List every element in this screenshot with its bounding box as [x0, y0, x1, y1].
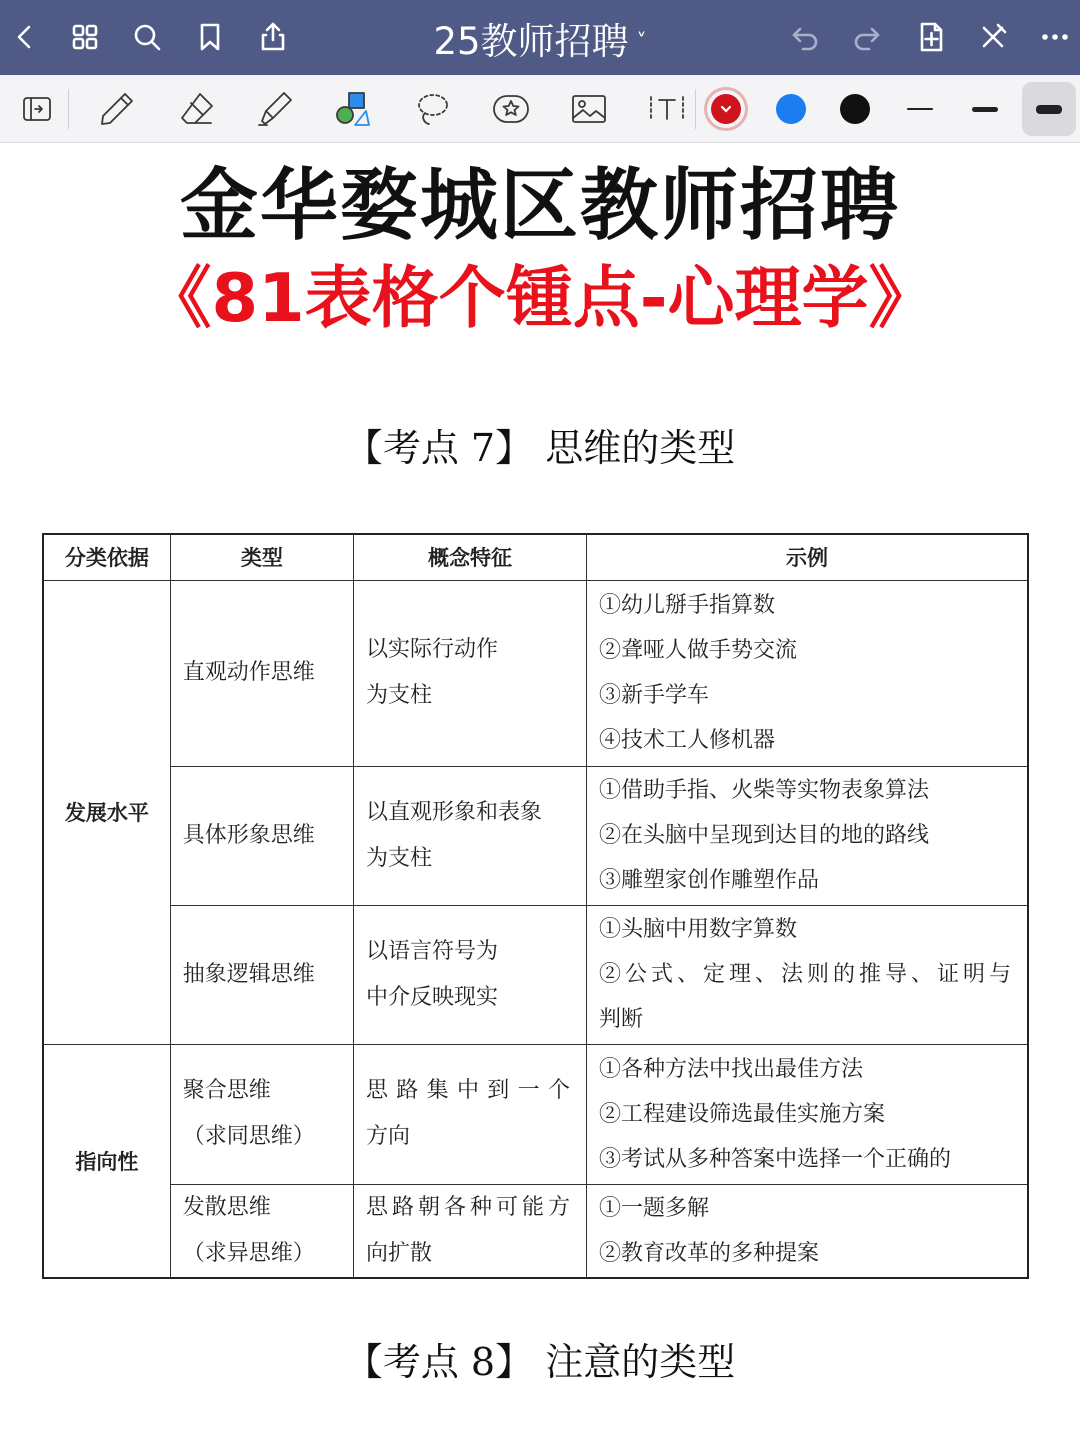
section-heading-7 [0, 424, 1080, 472]
header-basis: 分类依据 [43, 534, 170, 580]
text-tool[interactable] [640, 82, 694, 136]
more-icon [1038, 20, 1072, 54]
type-text: （求同思维） [182, 1124, 315, 1149]
bracket-open: 【 [344, 426, 383, 470]
stroke-width-medium[interactable] [958, 82, 1012, 136]
example-item: 判断 [598, 1007, 643, 1032]
page-subtitle: 《81表格个锺点-心理学》 [144, 259, 936, 337]
add-page-icon [914, 20, 948, 54]
feature-cell [353, 1184, 586, 1278]
text-box-icon [645, 87, 689, 131]
feature-text: 以直观形象和表象 [365, 799, 542, 825]
type-text: 发散思维 [182, 1194, 271, 1220]
eraser-tool[interactable] [170, 82, 224, 136]
basis-cell: 指向性 [43, 1044, 170, 1278]
image-tool[interactable] [562, 82, 616, 136]
basis-cell: 发展水平 [43, 580, 170, 1044]
search-icon [130, 20, 164, 54]
type-text: 聚合思维 [182, 1078, 271, 1103]
feature-cell [353, 766, 586, 905]
example-cell [586, 905, 1028, 1044]
pen-icon [95, 87, 139, 131]
toolbar-divider [695, 89, 696, 129]
example-item: ②工程建设筛选最佳实施方案 [598, 1101, 885, 1127]
type-cell [170, 766, 353, 905]
type-cell [170, 580, 353, 766]
stroke-width-thick[interactable] [1022, 82, 1076, 136]
header-example: 示例 [586, 534, 1028, 580]
color-swatch-blue[interactable] [776, 94, 806, 124]
header-type: 类型 [170, 534, 353, 580]
document-title: 25教师招聘 [433, 19, 629, 63]
stroke-thick-icon [1036, 105, 1062, 114]
chevron-left-icon [8, 20, 42, 54]
close-tools-button[interactable] [968, 12, 1018, 62]
search-button[interactable] [122, 12, 172, 62]
stroke-medium-icon [972, 107, 998, 112]
example-cell [586, 1184, 1028, 1278]
feature-text: 以语言符号为 [365, 938, 498, 964]
example-item: ①各种方法中找出最佳方法 [598, 1056, 863, 1082]
example-cell [586, 580, 1028, 766]
feature-text: 思路集中到一个 [365, 1078, 574, 1103]
top-nav-bar [0, 0, 1080, 75]
image-icon [567, 87, 611, 131]
feature-text: 中介反映现实 [365, 984, 498, 1010]
pen-tool[interactable] [90, 82, 144, 136]
type-cell [170, 1044, 353, 1184]
bracket-close: 】 [495, 426, 534, 470]
header-feature: 概念特征 [353, 534, 586, 580]
chevron-down-icon [711, 94, 741, 124]
grid-icon [68, 20, 102, 54]
example-item: ③新手学车 [598, 683, 709, 708]
type-text: （求异思维） [182, 1240, 315, 1266]
example-item: ②聋哑人做手势交流 [598, 638, 797, 663]
sticker-tool[interactable] [484, 82, 538, 136]
highlighter-icon [253, 87, 297, 131]
undo-icon [788, 20, 822, 54]
example-item: ②公式、定理、法则的推导、证明与 [598, 962, 1015, 987]
feature-cell [353, 580, 586, 766]
feature-text: 向扩散 [365, 1240, 432, 1266]
stroke-width-thin[interactable] [893, 82, 947, 136]
back-button[interactable] [0, 12, 50, 62]
more-button[interactable] [1030, 12, 1080, 62]
feature-text: 以实际行动作 [365, 637, 498, 662]
example-cell [586, 766, 1028, 905]
example-item: ③雕塑家创作雕塑作品 [598, 868, 819, 893]
color-swatch-black[interactable] [840, 94, 870, 124]
read-mode-icon [15, 87, 59, 131]
bookmark-icon [193, 20, 227, 54]
thumbnails-button[interactable] [60, 12, 110, 62]
section-title: 思维的类型 [545, 426, 736, 470]
table-row [43, 1044, 1028, 1184]
type-text: 具体形象思维 [182, 822, 315, 848]
example-item: ④技术工人修机器 [598, 728, 775, 753]
bracket-close: 】 [495, 1340, 534, 1384]
table-row [43, 905, 1028, 1044]
example-item: ②教育改革的多种提案 [598, 1240, 819, 1266]
color-swatch-red[interactable] [711, 94, 741, 124]
sticker-icon [489, 87, 533, 131]
example-item: ②在头脑中呈现到达目的地的路线 [598, 823, 929, 848]
shapes-tool[interactable] [326, 82, 380, 136]
shapes-icon [331, 87, 375, 131]
example-cell [586, 1044, 1028, 1184]
type-cell [170, 1184, 353, 1278]
read-mode-tool[interactable] [10, 82, 64, 136]
section-label: 考点 7 [382, 426, 496, 470]
annotation-toolbar [0, 75, 1080, 143]
chevron-down-icon: ˅ [636, 28, 647, 53]
share-button[interactable] [248, 12, 298, 62]
section-heading-8 [0, 1338, 1080, 1386]
eraser-icon [175, 87, 219, 131]
highlighter-tool[interactable] [248, 82, 302, 136]
add-page-button[interactable] [906, 12, 956, 62]
feature-text: 为支柱 [365, 683, 432, 708]
pen-off-icon [976, 20, 1010, 54]
example-item: ①头脑中用数字算数 [598, 917, 797, 942]
stroke-thin-icon [907, 108, 933, 110]
lasso-icon [411, 87, 455, 131]
example-item: ③考试从多种答案中选择一个正确的 [598, 1146, 951, 1172]
example-item: ①借助手指、火柴等实物表象算法 [598, 778, 929, 803]
toolbar-divider [68, 89, 69, 129]
thinking-types-table [42, 533, 1029, 1279]
type-text: 直观动作思维 [182, 660, 315, 685]
redo-button[interactable] [842, 12, 892, 62]
feature-text: 为支柱 [365, 845, 432, 871]
feature-text: 方向 [365, 1124, 410, 1149]
example-item: ①幼儿掰手指算数 [598, 593, 775, 618]
table-row [43, 580, 1028, 766]
redo-icon [850, 20, 884, 54]
section-title: 注意的类型 [545, 1340, 736, 1384]
type-cell [170, 905, 353, 1044]
table-header-row [43, 534, 1028, 580]
page-title: 金华婺城区教师招聘 [179, 161, 900, 251]
type-text: 抽象逻辑思维 [182, 961, 315, 987]
table-row [43, 766, 1028, 905]
bookmark-button[interactable] [185, 12, 235, 62]
lasso-tool[interactable] [406, 82, 460, 136]
example-item: ①一题多解 [598, 1195, 709, 1221]
bracket-open: 【 [344, 1340, 383, 1384]
feature-cell [353, 905, 586, 1044]
section-label: 考点 8 [382, 1340, 496, 1384]
feature-cell [353, 1044, 586, 1184]
share-icon [256, 20, 290, 54]
table-row [43, 1184, 1028, 1278]
undo-button[interactable] [780, 12, 830, 62]
feature-text: 思路朝各种可能方 [365, 1194, 574, 1220]
document-title-button[interactable] [340, 0, 740, 75]
